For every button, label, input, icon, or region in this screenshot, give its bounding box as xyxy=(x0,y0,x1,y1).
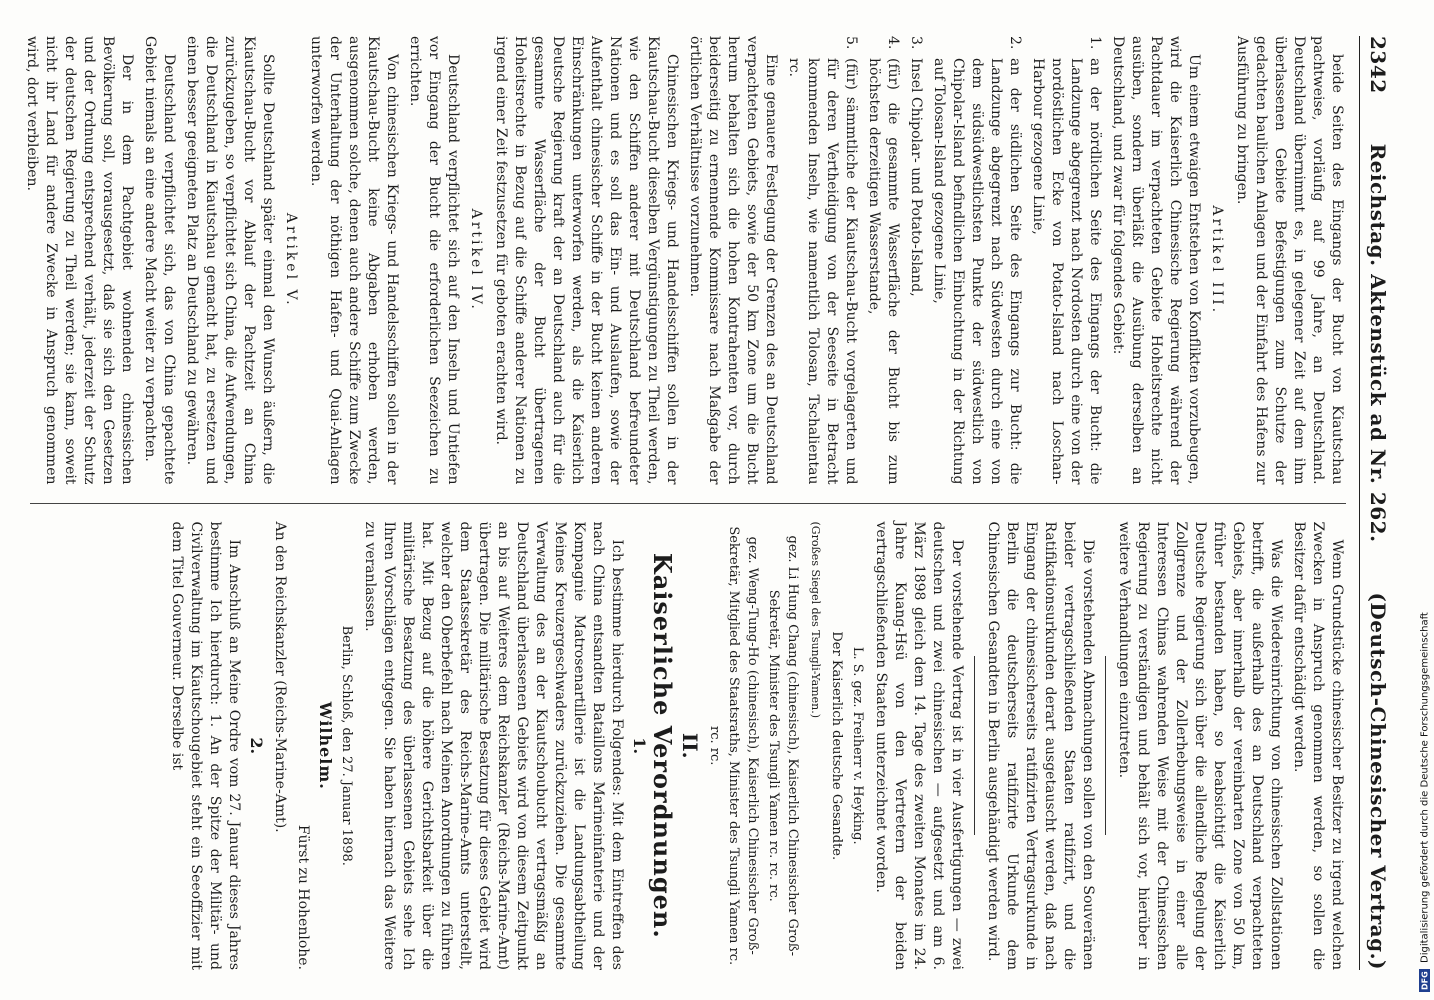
list-text: (für) die gesammte Wasserfläche der Bucht bis zum höchsten derzeitigen Wasserstande, xyxy=(866,58,901,485)
separator-rule xyxy=(974,656,975,835)
paragraph: Die vorstehenden Abmachungen sollen von den Souveränen beider vertragschließenden Staaten ratifizirt, und die Ratifikationsurkunden derart ausgetauscht werden, daß nach Eingang der chinesischerseits ratifizirten Vertragsurkunde in Berlin die deutscherseits ratifizirte Urkunde dem Chinesischen Gesandten in Berlin ausgehändigt werden wird. xyxy=(985,521,1096,970)
paragraph: Eine genauere Festlegung der Grenzen des an Deutschland verpachteten Gebiets, sowie der 50 km Zone um die Bucht herum behalten sich die hohen Kontrahenten vor, durch beiderseitig zu ernennende Kommissare nach Maßgabe der örtlichen Verhältnisse vorzunehmen. xyxy=(687,36,779,485)
credit-text: Digitalisierung gefördert durch die Deutsche Forschungsgemeinschaft xyxy=(1419,612,1431,964)
emperor-signature: Wilhelm. xyxy=(316,701,335,790)
list-number: 3. xyxy=(908,36,924,50)
paragraph: Sollte Deutschland später einmal den Wunsch äußern, die Kiautschau-Bucht vor Ablauf der Pachtzeit an China zurückzugeben, so verpflichtet sich China, die Aufwendungen, die Deutschland in Kiautschau gemacht hat, zu ersetzen und einen besser geeigneten Platz an Deutschland zu gewähren. xyxy=(184,36,276,485)
list-item xyxy=(929,36,1024,485)
paragraph: Im Anschluß an Meine Ordre vom 27. Januar dieses Jahres bestimme Ich hierdurch: 1. An der Spitze der Militär- und Civilverwaltung im Kiautschougebiet steht ein Seeoffizier mit dem Titel Gouverneur. Derselbe ist xyxy=(169,521,242,970)
paragraph: Der in dem Pachtgebiet wohnenden chinesischen Bevölkerung soll, vorausgesetzt, daß sie sich den Gesetzen und der Ordnung entsprechend verhält, jederzeit der Schutz der deutschen Regierung zu Theil werden; sie kann, soweit nicht ihr Land für andere Zwecke in Anspruch genommen wird, dort verbleiben. xyxy=(24,36,135,485)
dfg-logo: DFG xyxy=(1420,971,1430,990)
paragraph: Der vorstehende Vertrag ist in vier Ausfertigungen — zwei deutschen und zwei chinesischen — aufgesetzt und am 6. März 1898 gleich dem 14. Tage des zweiten Monates im 24. Jahre Kuang-Hsü von den Vertretern der beiden vertragschließenden Staaten unterzeichnet worden. xyxy=(873,521,965,970)
decree-number: 1. xyxy=(630,737,649,755)
list-item xyxy=(1028,36,1104,485)
paragraph: Wenn Grundstücke chinesischer Besitzer zu irgend welchen Zwecken in Anspruch genommen werden, so sollen die Besitzer dafür entschädigt werden. xyxy=(1291,521,1345,970)
page-number: 2342 xyxy=(1366,36,1390,94)
page-subject: (Deutsch-Chinesischer Vertrag.) xyxy=(1366,592,1390,970)
paragraph: Deutschland verpflichtet sich auf den Inseln und Untiefen vor Eingang der Bucht die erforderlichen Seezeichen zu errichten. xyxy=(407,36,461,485)
left-column xyxy=(24,36,1346,485)
list-text: Insel Chipolar- und Potato-Island, xyxy=(908,58,924,297)
digitization-credit xyxy=(1416,0,1434,1000)
seal-note: (Großes Siegel des Tsungli-Yamen.) xyxy=(809,521,822,718)
list-text: an der südlichen Seite des Eingangs zur Bucht: die Landzunge abgegrenzt nach Südwesten durch eine von dem südsüdwestlichsten Punkte der südwestlich von Chipolar-Island befindlichen Einbuchtung in der Richtung auf Tolosan-Island gezogene Linie, xyxy=(931,58,1023,485)
list-number: 5. xyxy=(843,36,859,50)
signature-line: gez. Li Hung Chang (chinesisch), Kaiserlich Chinesischer Groß-Sekretär, Minister des Tsungli Yamen rc. rc. rc. xyxy=(766,535,800,956)
list-number: 4. xyxy=(885,36,901,50)
list-item xyxy=(784,36,860,485)
page-content xyxy=(24,36,1390,970)
list-number: 1. xyxy=(1087,36,1103,50)
decree-date: Berlin, Schloß, den 27. Januar 1898. xyxy=(339,625,354,866)
paragraph: Was die Wiedereinrichtung von chinesischen Zollstationen betrifft, die außerhalb des an Deutschland verpachteten Gebiets, aber innerhalb der vereinbarten Zone von 50 km, früher bestanden haben, so beabsichtigt die Kaiserlich Deutsche Regierung sich über die allendliche Regelung der Zollgrenze und der Zollerhebungsweise in einer alle Interessen Chinas wahrenden Weise mit der Chinesischen Regierung zu verständigen und behält sich vor, hierüber in weitere Verhandlungen einzutreten. xyxy=(1116,521,1284,970)
paragraph: Um einem etwaigen Entstehen von Konflikten vorzubeugen, wird die Kaiserlich Chinesische Regierung während der Pachtdauer im verpachteten Gebiete Hoheitsrechte nicht ausüben, sondern überläßt die Ausübung derselben an Deutschland, und zwar für folgendes Gebiet: xyxy=(1110,36,1202,485)
paragraph: Von chinesischen Kriegs- und Handelsschiffen sollen in der Kiautschau-Bucht keine Abgaben erhoben werden, ausgenommen solche, denen auch andere Schiffe zum Zwecke der Unterhaltung der nöthigen Hafen- und Quai-Anlagen unterworfen werden. xyxy=(308,36,400,485)
addressee: An den Reichskanzler (Reichs-Marine-Amt). xyxy=(272,521,288,833)
section-title: Kaiserliche Verordnungen. xyxy=(648,552,677,939)
list-number: 2. xyxy=(1007,36,1023,50)
signature-line: gez. Weng-Tung-Ho (chinesisch), Kaiserlich Chinesischer Groß-Sekretär, Mitglied des Staatsraths, Minister des Tsungli Yamen rc. rc. rc. xyxy=(707,526,760,966)
list-item xyxy=(864,36,902,485)
paragraph: Ich bestimme hierdurch Folgendes: Mit dem Eintreffen des nach China entsandten Bataillons Marineinfanterie und der Kompagnie Matrosenartillerie ist die Landungsabtheilung Meines Kreuzergeschwaders zurückzuziehen. Die gesammte Verwaltung des an der Kiautschoubucht vertragsmäßig an Deutschland überlassenen Gebiets wird von diesem Zeitpunkt an bis auf Weiteres dem Reichskanzler (Reichs-Marine-Amt) übertragen. Die militärische Besatzung für dieses Gebiet wird dem Staatssekretär des Reichs-Marine-Amts unterstellt, welcher den Oberbefehl nach Meinen Anordnungen zu führen hat. Mit Bezug auf die höhere Gerichtsbarkeit über die militärische Besatzung des überlassenen Gebiets sehe Ich Ihren Vorschlägen entgegen. Sie haben hiernach das Weitere zu veranlassen. xyxy=(362,521,625,970)
signature-line: L. S. gez. Freiherr v. Heyking. xyxy=(850,646,865,845)
separator-rule xyxy=(1105,656,1106,835)
text-columns xyxy=(24,36,1346,970)
paragraph: Deutschland verpflichtet sich, das von China gepachtete Gebiet niemals an eine andere Macht weiter zu verpachten. xyxy=(142,36,177,485)
decree-number: 2. xyxy=(247,737,266,755)
signature-title: Der Kaiserlich deutsche Gesandte. xyxy=(829,631,844,861)
list-text: (für) sämmtliche der Kiautschau-Bucht vorgelagerten und für deren Vertheidigung von der Seeseite in Betracht kommenden Inseln, wie namentlich Tolosan, Tschalientau rc. xyxy=(786,58,859,485)
list-item xyxy=(906,36,925,485)
article-heading: Artikel V. xyxy=(283,212,299,308)
page-header xyxy=(1359,36,1390,970)
countersignature: Fürst zu Hohenlohe. xyxy=(295,824,311,970)
right-column xyxy=(30,522,1346,971)
article-heading: Artikel IV. xyxy=(468,208,484,312)
page-title: Reichstag. Aktenstück ad Nr. 262. xyxy=(1366,143,1390,543)
section-number: II. xyxy=(678,732,702,759)
article-heading: Artikel III. xyxy=(1209,205,1225,316)
list-text: an der nördlichen Seite des Eingangs der Bucht: die Landzunge abgegrenzt nach Nordosten durch eine von der nordöstlichen Ecke von Potato-Island nach Loschan-Harbour gezogene Linie, xyxy=(1030,58,1103,485)
paragraph: beide Seiten des Eingangs der Bucht von Kiautschau pachtweise, vorläufig auf 99 Jahre, an Deutschland. Deutschland übernimmt es, in gelegener Zeit auf dem ihm überlassenen Gebiete Befestigungen zum Schutze der gedachten baulichen Anlagen und der Einfahrt des Hafens zur Ausführung zu bringen. xyxy=(1234,36,1345,485)
paragraph: Chinesischen Kriegs- und Handelsschiffen sollen in der Kiautschau-Bucht dieselben Vergünstigungen zu Theil werden, wie den Schiffen anderer mit Deutschland befreundeter Nationen und es soll das Ein- und Auslaufen, sowie der Aufenthalt chinesischer Schiffe in der Bucht keinen anderen Einschränkungen unterworfen werden, als die Kaiserlich Deutsche Regierung kraft der an Deutschland auch für die gesammte Wasserfläche der Bucht übertragenen Hoheitsrechte in Bezug auf die Schiffe anderer Nationen zu irgend einer Zeit festzusetzen für geboten erachten wird. xyxy=(493,36,680,485)
column-divider xyxy=(30,503,1346,504)
